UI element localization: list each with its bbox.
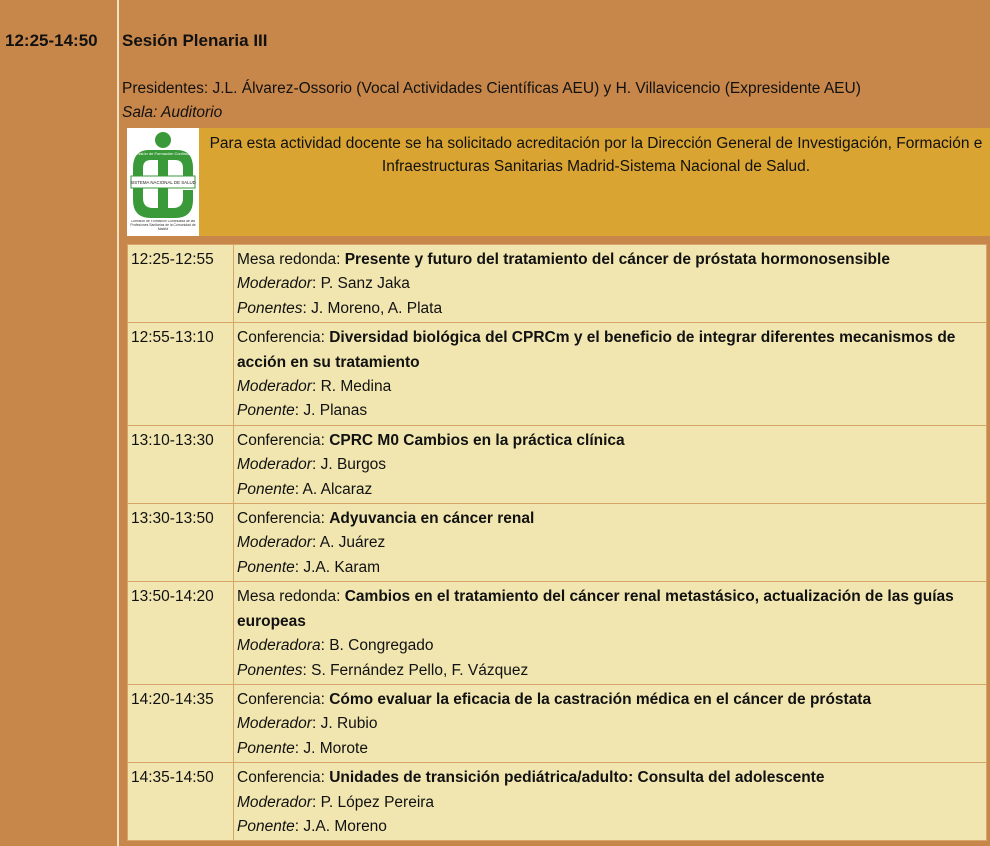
accreditation-logo <box>127 128 199 236</box>
person-names: : J. Morote <box>294 739 368 757</box>
session-content <box>119 0 990 846</box>
session-presidents: Presidentes: J.L. Álvarez-Ossorio (Vocal Actividades Científicas AEU) y H. Villavicencio (Expresidente AEU) <box>122 80 861 97</box>
session-title: Sesión Plenaria III <box>122 31 268 50</box>
program-row <box>128 245 986 323</box>
program-row-person <box>237 297 984 321</box>
program-row-person <box>237 815 984 839</box>
logo-top-text: Comisión de Formación Continuada <box>131 151 195 156</box>
person-role: Moderador <box>237 378 312 396</box>
program-row-title: Adyuvancia en cáncer renal <box>329 510 535 528</box>
person-role: Moderador <box>237 275 312 293</box>
program-row-details <box>234 763 986 840</box>
accreditation-text: Para esta actividad docente se ha solicitado acreditación por la Dirección General de Investigación, Formación e Infraestructuras Sanitarias Madrid-Sistema Nacional de Salud. <box>209 135 983 175</box>
person-names: : J. Rubio <box>311 715 378 733</box>
person-role: Moderadora <box>237 637 321 655</box>
person-names: : B. Congregado <box>320 637 434 655</box>
person-names: : J. Planas <box>294 402 368 420</box>
program-row-details <box>234 245 986 322</box>
person-names: : P. López Pereira <box>311 793 435 811</box>
program-row-time: 14:20-14:35 <box>128 685 234 762</box>
logo-middle-text: SISTEMA NACIONAL DE SALUD <box>130 180 196 185</box>
program-row-type: Conferencia: <box>237 769 330 787</box>
program-row-title: CPRC M0 Cambios en la práctica clínica <box>329 431 625 449</box>
program-row-time: 13:50-14:20 <box>128 582 234 684</box>
program-row-person <box>237 634 984 658</box>
program-row-person <box>237 791 984 815</box>
person-role: Ponente <box>237 402 295 420</box>
program-row-person <box>237 478 984 502</box>
person-role: Moderador <box>237 534 312 552</box>
program-row-person <box>237 737 984 761</box>
program-table <box>127 244 987 841</box>
program-row-details <box>234 582 986 684</box>
person-role: Moderador <box>237 793 312 811</box>
session-room: Sala: Auditorio <box>122 104 223 121</box>
program-row-heading <box>237 688 984 712</box>
program-row-details <box>234 685 986 762</box>
person-role: Ponentes <box>237 661 303 679</box>
program-row-time: 14:35-14:50 <box>128 763 234 840</box>
person-role: Ponente <box>237 817 295 835</box>
person-names: : P. Sanz Jaka <box>311 275 410 293</box>
logo-bottom-text: Comisión de Formación Continuada de las Profesiones Sanitarias de la Comunidad de Madrid <box>130 220 196 231</box>
program-row-title: Presente y futuro del tratamiento del cáncer de próstata hormonosensible <box>344 251 890 268</box>
person-role: Ponentes <box>237 299 303 317</box>
program-row-type: Conferencia: <box>237 329 330 347</box>
accreditation-box <box>127 128 990 236</box>
program-row-type: Conferencia: <box>237 431 330 449</box>
program-row-details <box>234 504 986 581</box>
program-row-title: Cambios en el tratamiento del cáncer renal metastásico, actualización de las guías europeas <box>237 588 954 630</box>
program-row-heading <box>237 766 984 790</box>
program-row-time: 12:25-12:55 <box>128 245 234 322</box>
program-row-person <box>237 272 984 296</box>
program-row <box>128 426 986 504</box>
person-names: : J. Moreno, A. Plata <box>302 299 443 317</box>
program-row-heading <box>237 585 984 634</box>
program-row <box>128 323 986 426</box>
program-row-type: Mesa redonda: <box>237 251 345 268</box>
program-row-time: 12:55-13:10 <box>128 323 234 425</box>
person-role: Ponente <box>237 739 295 757</box>
program-row-person <box>237 375 984 399</box>
person-names: : A. Juárez <box>311 534 386 552</box>
program-row-title: Cómo evaluar la eficacia de la castración médica en el cáncer de próstata <box>329 690 872 708</box>
program-row-person <box>237 531 984 555</box>
person-role: Moderador <box>237 715 312 733</box>
program-row-person <box>237 712 984 736</box>
program-row <box>128 582 986 685</box>
accreditation-logo-icon <box>127 128 199 236</box>
session-time-column <box>0 0 119 846</box>
person-names: : A. Alcaraz <box>294 480 373 498</box>
person-role: Ponente <box>237 480 295 498</box>
program-row-person <box>237 556 984 580</box>
program-row-time: 13:10-13:30 <box>128 426 234 503</box>
person-names: : J.A. Moreno <box>294 817 387 835</box>
program-row-heading <box>237 507 984 531</box>
program-row <box>128 763 986 840</box>
person-role: Ponente <box>237 558 295 576</box>
program-row-heading <box>237 429 984 453</box>
program-row-heading <box>237 326 984 375</box>
person-names: : J.A. Karam <box>294 558 381 576</box>
program-row-person <box>237 453 984 477</box>
program-row-details <box>234 323 986 425</box>
program-row-heading <box>237 248 984 272</box>
person-names: : S. Fernández Pello, F. Vázquez <box>302 661 529 679</box>
program-row-person <box>237 399 984 423</box>
session-time: 12:25-14:50 <box>5 31 98 50</box>
person-role: Moderador <box>237 456 312 474</box>
program-row <box>128 685 986 763</box>
program-row-details <box>234 426 986 503</box>
person-names: : J. Burgos <box>311 456 387 474</box>
program-row-person <box>237 659 984 683</box>
person-names: : R. Medina <box>311 378 392 396</box>
program-row-type: Mesa redonda: <box>237 588 345 606</box>
program-row-title: Unidades de transición pediátrica/adulto: Consulta del adolescente <box>329 769 825 787</box>
program-row-type: Conferencia: <box>237 510 330 528</box>
program-row-type: Conferencia: <box>237 690 330 708</box>
program-row <box>128 504 986 582</box>
program-row-title: Diversidad biológica del CPRCm y el beneficio de integrar diferentes mecanismos de acción en su tratamiento <box>237 329 956 371</box>
program-row-time: 13:30-13:50 <box>128 504 234 581</box>
